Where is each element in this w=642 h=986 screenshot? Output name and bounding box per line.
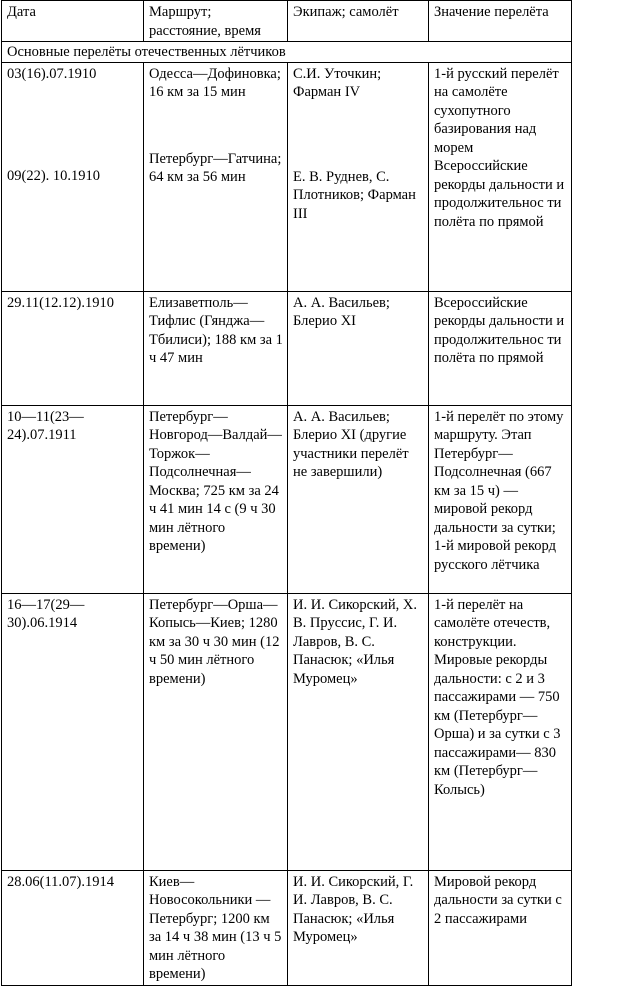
meaning-entry: 1-й русский перелёт на самолёте сухопутного базирования над морем	[434, 65, 559, 156]
table-header-row	[2, 1, 572, 42]
crew-cell: И. И. Сикорский, Х. В. Пруссис, Г. И. Лавров, В. С. Панасюк; «Илья Муромец»	[288, 593, 429, 870]
section-title: Основные перелёты отечественных лётчиков	[2, 42, 572, 63]
date-cell: 29.11(12.12).1910	[2, 291, 144, 405]
crew-entry: С.И. Уточкин; Фарман IV	[293, 65, 382, 100]
route-entry: Одесса—Дофиновка; 16 км за 15 мин	[149, 65, 281, 100]
meaning-cell: Всероссийские рекорды дальности и продолжительнос ти полёта по прямой	[429, 291, 572, 405]
route-cell: Петербург—Орша— Копысь—Киев; 1280 км за 30 ч 30 мин (12 ч 50 мин лётного времени)	[144, 593, 288, 870]
route-cell: Елизаветполь—Тифлис (Гянджа—Тбилиси); 188 км за 1 ч 47 мин	[144, 291, 288, 405]
crew-cell: А. А. Васильев; Блерио XI	[288, 291, 429, 405]
route-entry: Петербург—Гатчина; 64 км за 56 мин	[149, 150, 282, 185]
meaning-cell	[429, 62, 572, 291]
table-row	[2, 291, 572, 405]
header-date: Дата	[2, 1, 144, 42]
header-crew: Экипаж; самолёт	[288, 1, 429, 42]
date-entry: 09(22). 10.1910	[7, 168, 101, 184]
crew-cell: А. А. Васильев; Блерио XI (другие участники перелёт не завершили)	[288, 405, 429, 593]
date-cell: 10—11(23—24).07.1911	[2, 405, 144, 593]
section-row	[2, 42, 572, 63]
flights-table	[1, 0, 572, 986]
meaning-cell: 1-й перелёт на самолёте отечеств, конструкции. Мировые рекорды дальности: с 2 и 3 пассажирами — 750 км (Петербург—Орша) и за сутки с 3 пассажирами— 830 км (Петербург—Колысь)	[429, 593, 572, 870]
header-route: Маршрут; расстояние, время	[144, 1, 288, 42]
date-cell: 16—17(29—30).06.1914	[2, 593, 144, 870]
table-row	[2, 593, 572, 870]
table-row	[2, 405, 572, 593]
crew-cell: И. И. Сикорский, Г. И. Лавров, В. С. Панасюк; «Илья Муромец»	[288, 870, 429, 985]
date-cell	[2, 62, 144, 291]
route-cell: Киев—Новосокольники — Петербург; 1200 км за 14 ч 38 мин (13 ч 5 мин лётного времени)	[144, 870, 288, 985]
date-entry: 03(16).07.1910	[7, 65, 97, 82]
crew-entry: Е. В. Руднев, С. Плотников; Фарман III	[293, 168, 416, 222]
date-cell: 28.06(11.07).1914	[2, 870, 144, 985]
table-row	[2, 870, 572, 985]
meaning-cell: Мировой рекорд дальности за сутки с 2 пассажирами	[429, 870, 572, 985]
route-cell: Петербург—Новгород—Валдай—Торжок—Подсолнечная—Москва; 725 км за 24 ч 41 мин 14 с (9 ч 30 мин лётного времени)	[144, 405, 288, 593]
route-cell	[144, 62, 288, 291]
table-row	[2, 62, 572, 291]
crew-cell	[288, 62, 429, 291]
meaning-cell: 1-й перелёт по этому маршруту. Этап Петербург—Подсолнечная (667 км за 15 ч) — мировой рекорд дальности за сутки; 1-й мировой рекорд русского лётчика	[429, 405, 572, 593]
header-meaning: Значение перелёта	[429, 1, 572, 42]
meaning-entry: Всероссийские рекорды дальности и продолжительнос ти полёта по прямой	[434, 158, 565, 230]
